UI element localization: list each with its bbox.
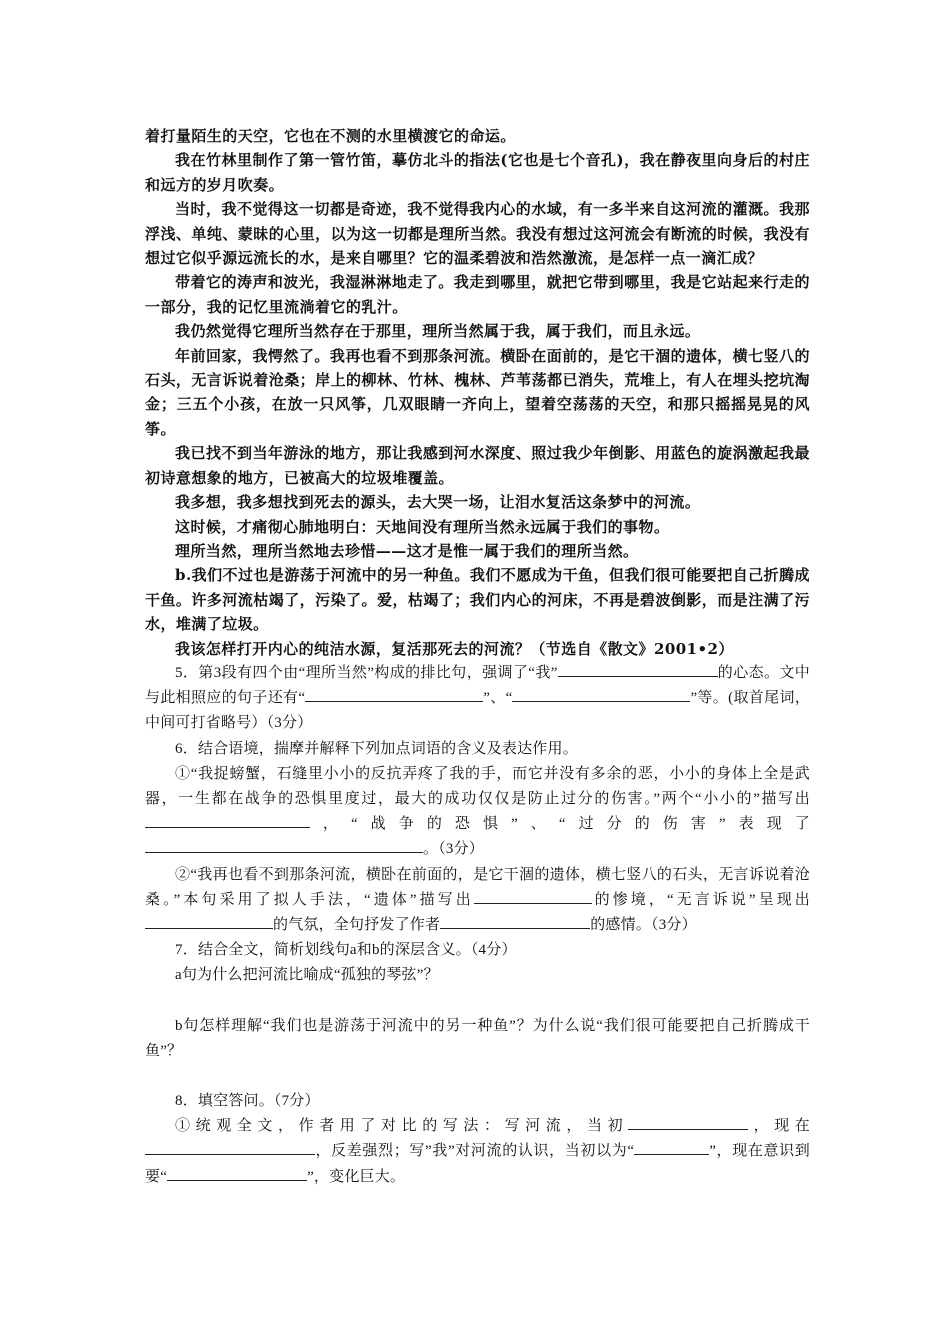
answer-space[interactable]	[145, 1064, 810, 1089]
answer-blank[interactable]	[145, 914, 273, 929]
question-8-title: 8．填空答问。（7分）	[175, 1092, 320, 1109]
question-text: ，反差强烈；写”我”对河流的认识，当初以为“	[315, 1143, 635, 1160]
passage-source-line: 我该怎样打开内心的纯洁水源，复活那死去的河流？（节选自《散文》2001•2）	[175, 639, 734, 658]
answer-blank[interactable]	[512, 687, 690, 702]
questions-section	[145, 661, 810, 1190]
question-text: 的惨境，“无言诉说”呈现出	[591, 891, 810, 908]
question-text: ”，变化巨大。	[307, 1168, 406, 1185]
question-6-item-1	[145, 762, 810, 863]
passage-paragraph: 理所当然，理所当然地去珍惜——这才是惟一属于我们的理所当然。	[175, 541, 639, 560]
question-text: ”、“	[483, 690, 513, 707]
question-7-b: b句怎样理解“我们也是游荡于河流中的另一种鱼”？为什么说“我们很可能要把自己折腾成干鱼”？	[145, 1017, 810, 1059]
answer-blank[interactable]	[558, 662, 718, 677]
answer-space[interactable]	[145, 989, 810, 1014]
passage-paragraph: 年前回家，我愕然了。我再也看不到那条河流。横卧在面前的，是它干涸的遗体，横七竖八的石头，无言诉说着沧桑；岸上的柳林、竹林、槐林、芦苇荡都已消失，荒堆上，有人在埋头挖坑淘金；三五个小孩，在放一只风筝，几双眼睛一齐向上，望着空荡荡的天空，和那只摇摇晃晃的风筝。	[145, 346, 810, 438]
question-6-title: 6．结合语境，揣摩并解释下列加点词语的含义及表达作用。	[175, 740, 578, 757]
question-7-title: 7．结合全文，简析划线句a和b的深层含义。（4分）	[175, 942, 517, 959]
question-text: ”，现在意识到要“	[145, 1143, 810, 1185]
passage-paragraph: 当时，我不觉得这一切都是奇迹，我不觉得我内心的水域，有一多半来自这河流的灌溉。我那浮浅、单纯、蒙昧的心里，以为这一切都是理所当然。我没有想过这河流会有断流的时候，我没有想过它似乎源远流长的水，是来自哪里？它的温柔碧波和浩然激流，是怎样一点一滴汇成？	[145, 200, 810, 268]
passage-paragraph: 我多想，我多想找到死去的源头，去大哭一场，让泪水复活这条梦中的河流。	[175, 493, 701, 512]
passage-paragraph: 带着它的涛声和波光，我湿淋淋地走了。我走到哪里，就把它带到哪里，我是它站起来行走的一部分，我的记忆里流淌着它的乳汁。	[145, 273, 810, 316]
question-6-item-2	[145, 863, 810, 939]
answer-blank[interactable]	[167, 1166, 307, 1181]
answer-blank[interactable]	[474, 889, 592, 904]
question-text: ①“我捉螃蟹，石缝里小小的反抗弄疼了我的手，而它并没有多余的恶，小小的身体上全是武器，一生都在战争的恐惧里度过，最大的成功仅仅是防止过分的伤害。”两个“小小的”描写出	[145, 765, 810, 807]
question-text: ，现在	[748, 1118, 811, 1135]
passage-paragraph: 这时候，才痛彻心肺地明白：天地间没有理所当然永远属于我们的事物。	[175, 517, 670, 536]
answer-blank[interactable]	[628, 1115, 748, 1130]
passage-paragraph: 着打量陌生的天空，它也在不测的水里横渡它的命运。	[145, 127, 516, 145]
question-7-a: a句为什么把河流比喻成“孤独的琴弦”？	[175, 967, 439, 984]
passage-text	[145, 124, 810, 661]
question-text: ②“我再也看不到那条河流，横卧在前面的，是它干涸的遗体，横七竖八的石头，无言诉说着沧桑。”本句采用了拟人手法，“遗体”描写出	[145, 866, 810, 908]
question-text: ，“战争的恐惧”、“过分的伤害”表现了	[310, 816, 810, 833]
answer-blank[interactable]	[145, 813, 310, 828]
question-text: 的气氛，全句抒发了作者	[273, 916, 441, 933]
question-5	[145, 661, 810, 737]
answer-blank[interactable]	[634, 1140, 709, 1155]
answer-blank[interactable]	[305, 687, 483, 702]
question-text: 5．第3段有四个由“理所当然”构成的排比句，强调了“我”	[175, 664, 558, 681]
question-text: ”等。(取首尾词，中间可打省略号）（3分）	[145, 690, 810, 732]
question-text: ①统观全文，作者用了对比的写法：写河流，当初	[175, 1118, 629, 1135]
passage-paragraph-b: b.我们不过也是游荡于河流中的另一种鱼。我们不愿成为干鱼，但我们很可能要把自己折腾成干鱼。许多河流枯竭了，污染了。爱，枯竭了；我们内心的河床，不再是碧波倒影，而是注满了污水，堆满了垃圾。	[145, 566, 810, 634]
answer-blank[interactable]	[145, 1140, 315, 1155]
passage-paragraph: 我仍然觉得它理所当然存在于那里，理所当然属于我，属于我们，而且永远。	[175, 322, 701, 341]
question-text: 。（3分）	[423, 841, 485, 858]
question-text: 的感情。（3分）	[590, 916, 697, 933]
answer-blank[interactable]	[440, 914, 590, 929]
answer-blank[interactable]	[145, 838, 423, 853]
passage-paragraph: 我在竹林里制作了第一管竹笛，摹仿北斗的指法(它也是七个音孔)，我在静夜里向身后的村庄和远方的岁月吹奏。	[145, 151, 810, 194]
question-text: 的心态。文中与此相照应的句子还有“	[145, 664, 811, 707]
passage-paragraph: 我已找不到当年游泳的地方，那让我感到河水深度、照过我少年倒影、用蓝色的旋涡激起我最初诗意想象的地方，已被高大的垃圾堆覆盖。	[145, 444, 810, 487]
question-8-item-1	[145, 1114, 810, 1190]
